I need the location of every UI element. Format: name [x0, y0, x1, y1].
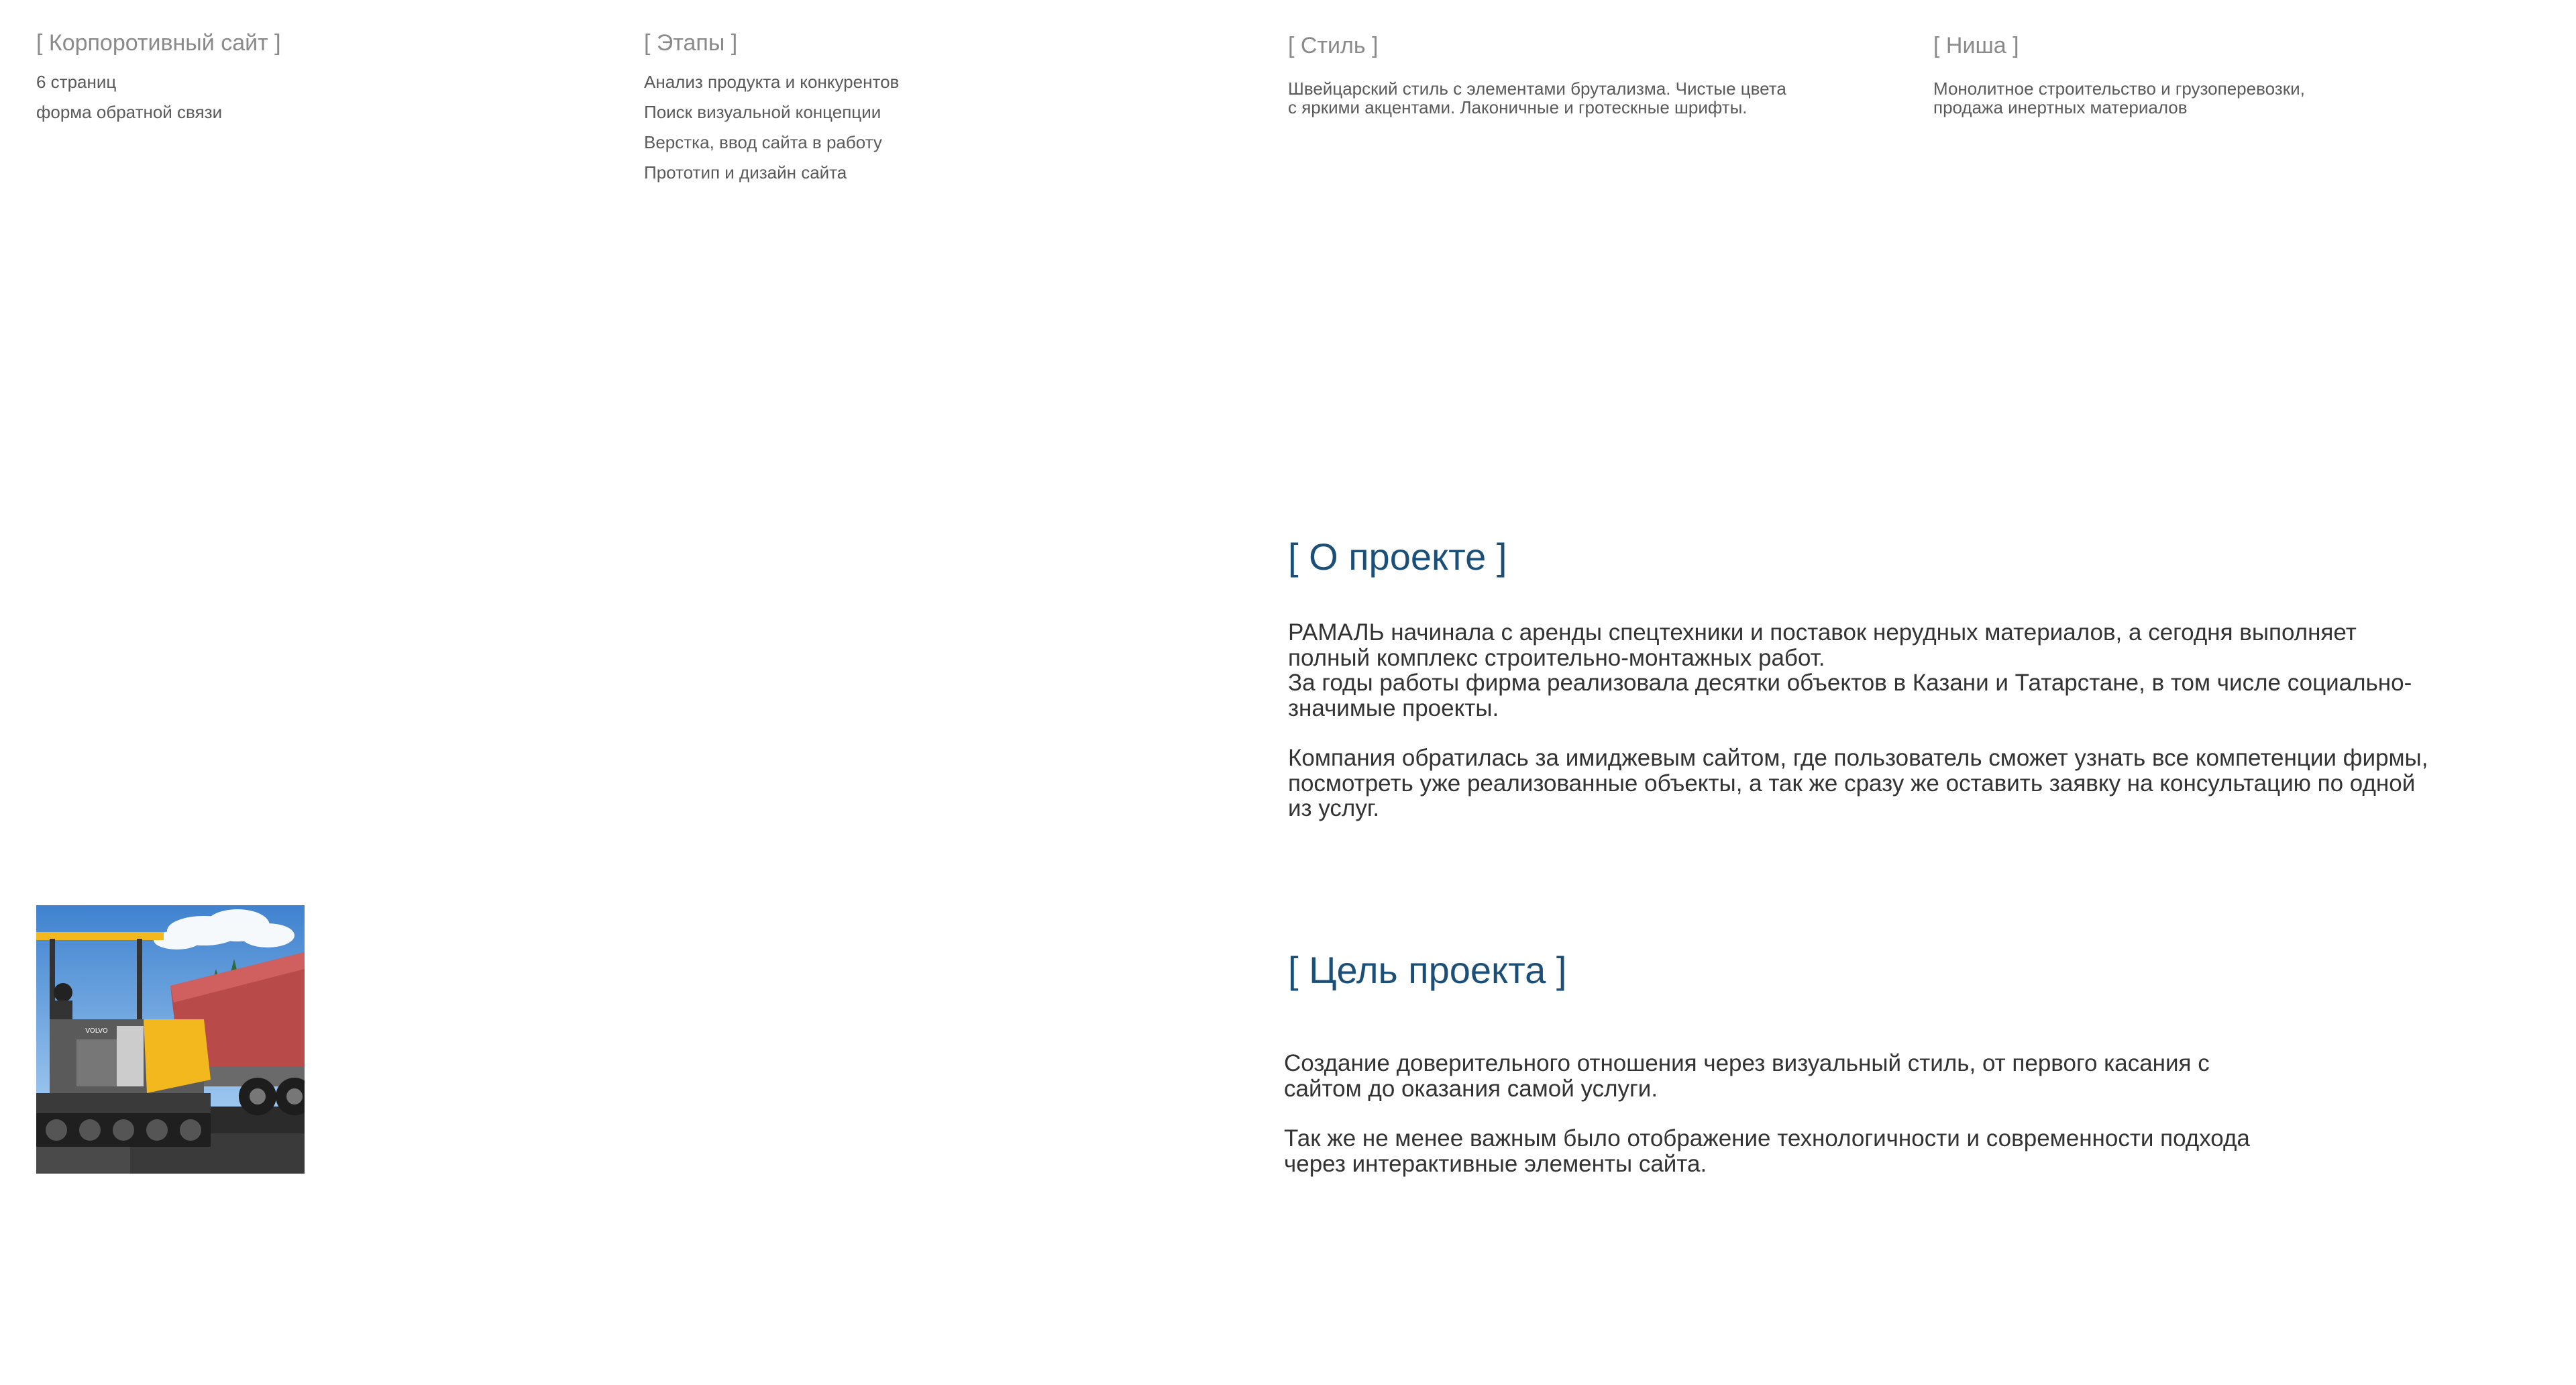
project-type-column	[36, 30, 281, 127]
style-line: с яркими акцентами. Лаконичные и гротескные шрифты.	[1288, 97, 1748, 117]
style-description	[1288, 79, 1786, 117]
style-title: [ Стиль ]	[1288, 33, 1379, 58]
style-column	[1288, 30, 1786, 117]
about-line: Компания обратилась за имиджевым сайтом, где пользователь сможет узнать все компетенции фирмы,	[1288, 745, 2428, 771]
niche-description	[1933, 79, 2305, 117]
paver-truck-illustration	[36, 905, 305, 1174]
about-title: [ О проекте ]	[1288, 535, 1507, 578]
project-photo	[36, 905, 305, 1174]
niche-line: продажа инертных материалов	[1933, 97, 2188, 117]
niche-column	[1933, 30, 2305, 117]
goal-line: Так же не менее важным было отображение технологичности и современности подхода	[1284, 1125, 2250, 1151]
project-type-title: [ Корпоротивный сайт ]	[36, 30, 281, 56]
about-line: За годы работы фирма реализовала десятки объектов в Казани и Татарстане, в том числе социально-	[1288, 670, 2412, 696]
stages-column	[644, 30, 899, 188]
stage-item: Анализ продукта и конкурентов	[644, 72, 900, 92]
goal-line: Создание доверительного отношения через визуальный стиль, от первого касания с	[1284, 1050, 2210, 1076]
goal-line: сайтом до оказания самой услуги.	[1284, 1075, 1658, 1102]
about-line: полный комплекс строительно-монтажных работ.	[1288, 644, 1825, 671]
niche-title: [ Ниша ]	[1933, 33, 2019, 58]
goal-title: [ Цель проекта ]	[1288, 949, 1567, 991]
stage-item: Поиск визуальной концепции	[644, 102, 881, 122]
niche-line: Монолитное строительство и грузоперевозки,	[1933, 79, 2305, 99]
about-line: РАМАЛЬ начинала с аренды спецтехники и поставок нерудных материалов, а сегодня выполняет	[1288, 619, 2357, 646]
goal-line: через интерактивные элементы сайта.	[1284, 1150, 1707, 1177]
stage-item: Прототип и дизайн сайта	[644, 162, 847, 183]
stages-title: [ Этапы ]	[644, 30, 738, 56]
style-line: Швейцарский стиль с элементами брутализма. Чистые цвета	[1288, 79, 1786, 99]
stage-item: Верстка, ввод сайта в работу	[644, 132, 882, 152]
about-line: из услуг.	[1288, 795, 1380, 821]
goal-text	[1284, 1051, 2491, 1176]
project-type-item: 6 страниц	[36, 72, 117, 92]
about-line: значимые проекты.	[1288, 695, 1499, 721]
about-line: посмотреть уже реализованные объекты, а так же сразу же оставить заявку на консультацию по одной	[1288, 770, 2416, 797]
paver-logo: VOLVO	[85, 1027, 108, 1035]
about-text	[1288, 620, 2496, 821]
project-type-item: форма обратной связи	[36, 102, 223, 122]
